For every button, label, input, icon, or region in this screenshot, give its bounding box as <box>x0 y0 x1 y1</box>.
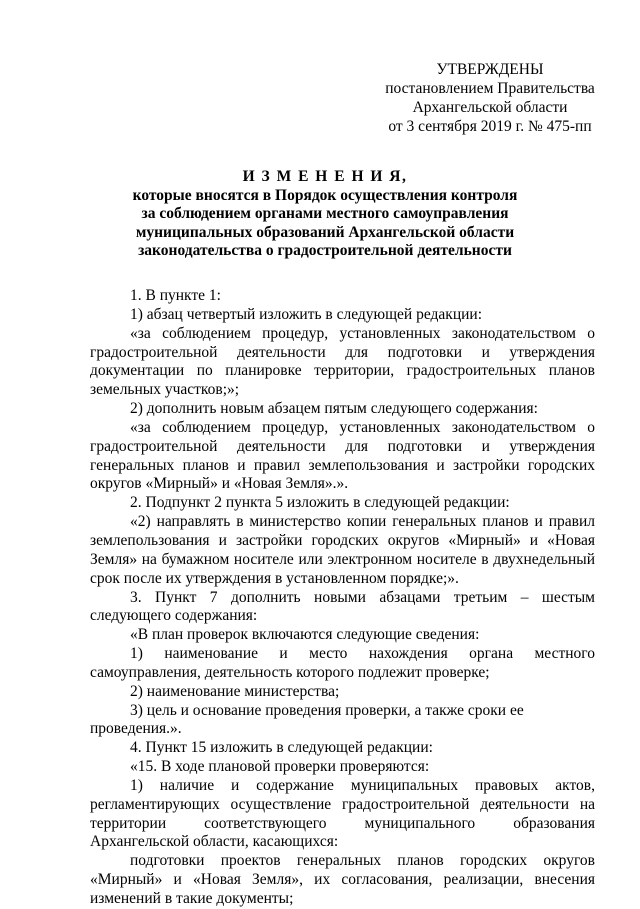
title-main: И З М Е Н Е Н И Я, <box>242 168 408 185</box>
paragraph: «15. В ходе плановой проверки проверяются: <box>130 758 430 776</box>
paragraph: 3. Пункт 7 дополнить новыми абзацами третьим – шестым следующего содержания: <box>90 588 595 625</box>
approval-line: Архангельской области <box>412 99 568 116</box>
document-body <box>90 287 595 909</box>
paragraph: подготовки проектов генеральных планов городских округов «Мирный» и «Новая Земля», их согласования, реализации, внесения изменений в такие документы; <box>90 852 595 907</box>
paragraph: 1. В пункте 1: <box>130 287 221 304</box>
paragraph: «2) направлять в министерство копии генеральных планов и правил землепользования и застройки городских округов «Мирный» и «Новая Земля» на бумажном носителе или электронном носителе в двухнедельный срок после их утверждения в установленном порядке;». <box>90 513 595 587</box>
title-line: за соблюдением органами местного самоуправления <box>141 205 509 222</box>
title-line: муниципальных образований Архангельской области <box>135 223 515 241</box>
paragraph: 2) наименование министерства; <box>130 682 340 700</box>
paragraph: 2) дополнить новым абзацем пятым следующего содержания: <box>130 400 538 418</box>
paragraph: 3) цель и основание проведения проверки, а также сроки ее проведения.». <box>90 701 524 738</box>
paragraph: 2. Подпункт 2 пункта 5 изложить в следующей редакции: <box>130 494 510 512</box>
title-line: законодательства о градостроительной деятельности <box>138 242 512 259</box>
paragraph: «за соблюдением процедур, установленных законодательством о градостроительной деятельности для подготовки и утверждения генеральных планов и правил землепользования и застройки городских округов «Мирный» и «Новая Земля».». <box>90 418 595 493</box>
approval-date-number: от 3 сентября 2019 г. № 475-пп <box>388 118 592 135</box>
document-title <box>90 168 560 261</box>
paragraph: 4. Пункт 15 изложить в следующей редакции: <box>130 739 433 757</box>
paragraph: «В план проверок включаются следующие сведения: <box>130 626 480 644</box>
approval-heading: УТВЕРЖДЕНЫ <box>436 61 544 78</box>
approval-stamp <box>370 60 610 136</box>
approval-line: постановлением Правительства <box>385 80 595 97</box>
title-line: которые вносятся в Порядок осуществления контроля <box>132 186 518 204</box>
paragraph: 1) наименование и место нахождения органа местного самоуправления, деятельность которого подлежит проверке; <box>90 645 595 681</box>
paragraph: 1) абзац четвертый изложить в следующей редакции: <box>130 305 483 323</box>
paragraph: 1) наличие и содержание муниципальных правовых актов, регламентирующих осуществление градостроительной деятельности на территории соответствующего муниципального образования Архангельской области, касающихся: <box>90 776 595 851</box>
paragraph: «за соблюдением процедур, установленных законодательством о градостроительной деятельности для подготовки и утверждения документации по планировке территории, градостроительных планов земельных участков;»; <box>90 324 595 399</box>
